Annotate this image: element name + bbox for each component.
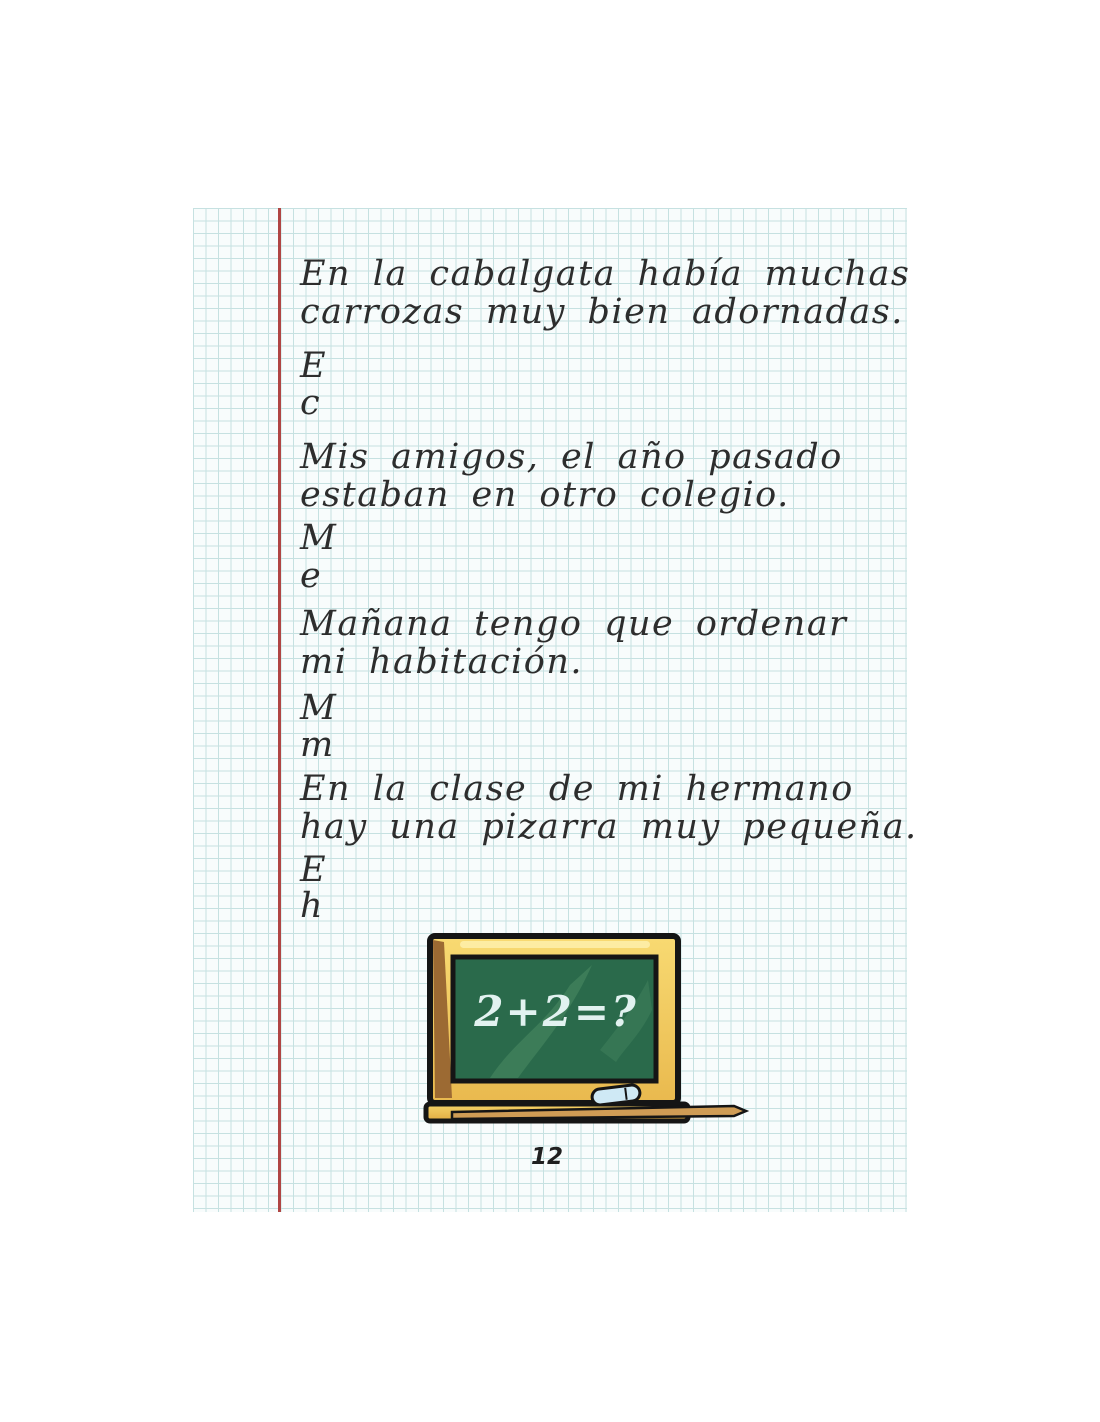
practice-letter: m [300,725,335,765]
sentence-line: En la clase de mi hermano [300,769,854,809]
sentence-line: Mis amigos, el año pasado [300,437,843,477]
practice-sentence [300,438,843,514]
notebook-page [193,208,918,1212]
margin-line [278,208,281,1212]
chalkboard-frame-highlight [460,941,650,948]
practice-letter: M [300,688,338,728]
sentence-line: Mañana tengo que ordenar [300,604,848,644]
sentence-line: En la cabalgata había muchas [300,254,911,294]
practice-sentence [300,255,910,331]
practice-sentence [300,605,847,681]
sentence-line: carrozas muy bien adornadas. [300,292,904,332]
practice-letter: h [300,886,325,926]
practice-letter: E [300,346,328,386]
page-number: 12 [530,1144,563,1170]
practice-letter: e [300,556,323,596]
sentence-line: hay una pizarra muy pequeña. [300,807,918,847]
sentence-line: mi habitación. [300,642,583,682]
practice-letter: E [300,850,328,890]
chalk-text: 2+2=? [474,987,638,1036]
chalkboard-illustration [420,930,750,1140]
practice-letter: c [300,383,322,423]
sentence-line: estaban en otro colegio. [300,475,790,515]
practice-letter: M [300,518,338,558]
practice-sentence [300,770,918,846]
